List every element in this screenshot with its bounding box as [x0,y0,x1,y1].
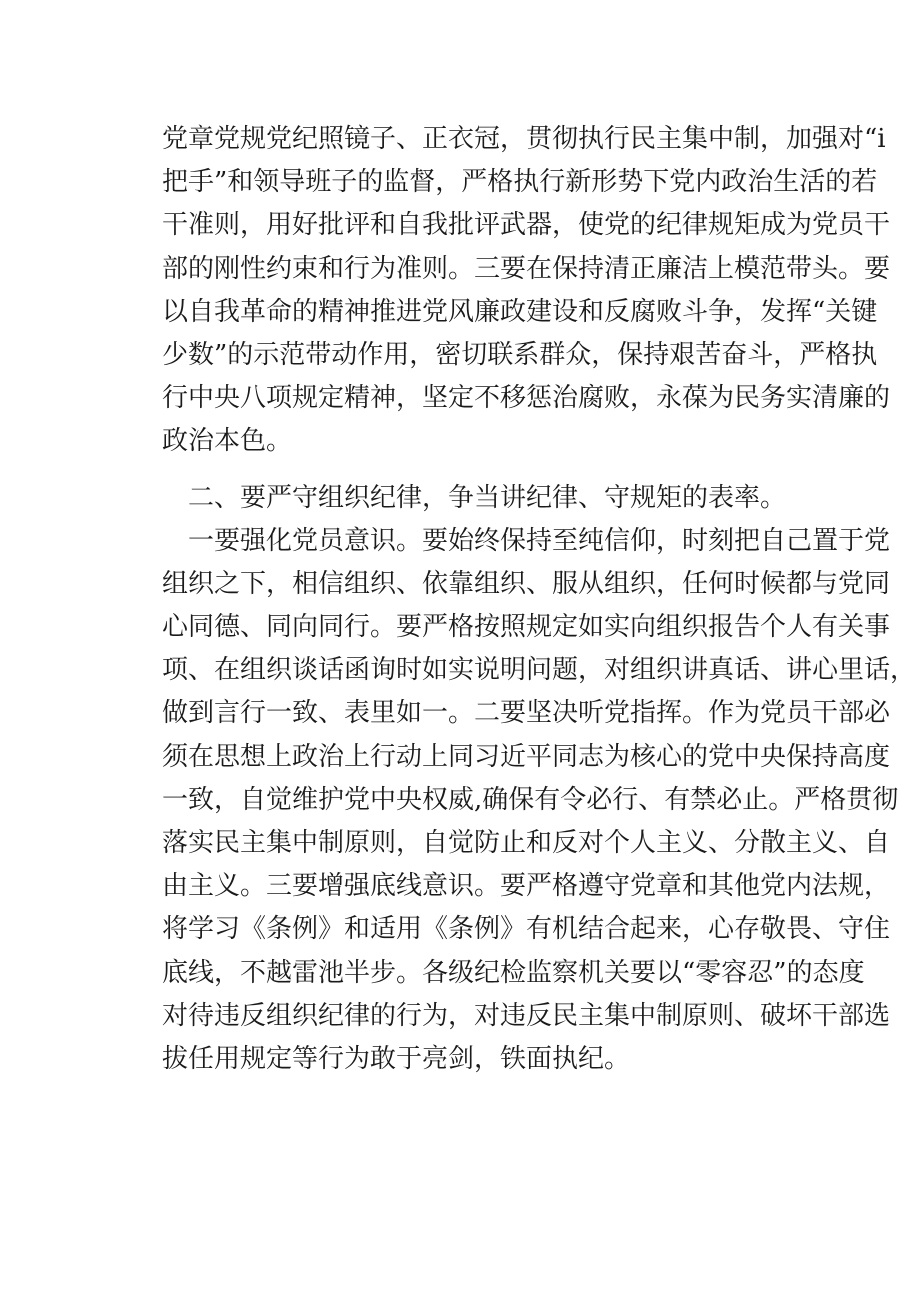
text-line: 一致，自觉维护党中央权威,确保有令必行、有禁必止。严格贯彻 [162,784,899,815]
text-line: 心同德、同向同行。要严格按照规定如实向组织报告个人有关事 [162,612,891,643]
text-line: 由主义。三要增强底线意识。要严格遵守党章和其他党内法规， [162,871,891,902]
text-line: 干准则，用好批评和自我批评武器，使党的纪律规矩成为党员干 [162,210,891,241]
body-text [162,118,917,1081]
text-line: 落实民主集中制原则，自觉防止和反对个人主义、分散主义、自 [162,828,891,858]
text-line: 底线，不越雷池半步。各级纪检监察机关要以“零容忍”的态度 [162,957,865,988]
text-line: 须在思想上政治上行动上同习近平同志为核心的党中央保持高度 [162,741,891,772]
text-line: 将学习《条例》和适用《条例》有机结合起来，心存敬畏、守住 [162,914,891,945]
paragraph-gap [162,464,790,477]
text-line: 党章党规党纪照镜子、正衣冠，贯彻执行民主集中制，加强对“i [162,124,886,154]
text-line: 少数”的示范带动作用，密切联系群众，保持艰苦奋斗，严格执 [162,339,878,370]
text-line: 政治本色。 [162,426,293,457]
text-line: 行中央八项规定精神，坚定不移惩治腐败，永葆为民务实清廉的 [162,383,891,414]
text-line: 项、在组织谈话函询时如实说明问题，对组织讲真话、讲心里话， [162,655,917,686]
text-line: 以自我革命的精神推进党风廉政建设和反腐败斗争，发挥“关键 [162,296,878,327]
text-line: 对待违反组织纪律的行为，对违反民主集中制原则、破坏干部选 [162,1000,891,1031]
section-heading: 二、要严守组织纪律，争当讲纪律、守规矩的表率。 [162,482,787,513]
text-line: 拔任用规定等行为敢于亮剑，铁面执纪。 [162,1043,631,1074]
text-line: 把手”和领导班子的监督，严格执行新形势下党内政治生活的若 [162,167,878,198]
text-line: 做到言行一致、表里如一。二要坚决听党指挥。作为党员干部必 [162,698,891,729]
text-line: 组织之下，相信组织、依靠组织、服从组织，任何时候都与党同 [162,568,891,599]
text-line: 一要强化党员意识。要始终保持至纯信仰，时刻把自己置于党 [162,525,891,556]
text-line: 部的刚性约束和行为准则。三要在保持清正廉洁上模范带头。要 [162,253,891,284]
